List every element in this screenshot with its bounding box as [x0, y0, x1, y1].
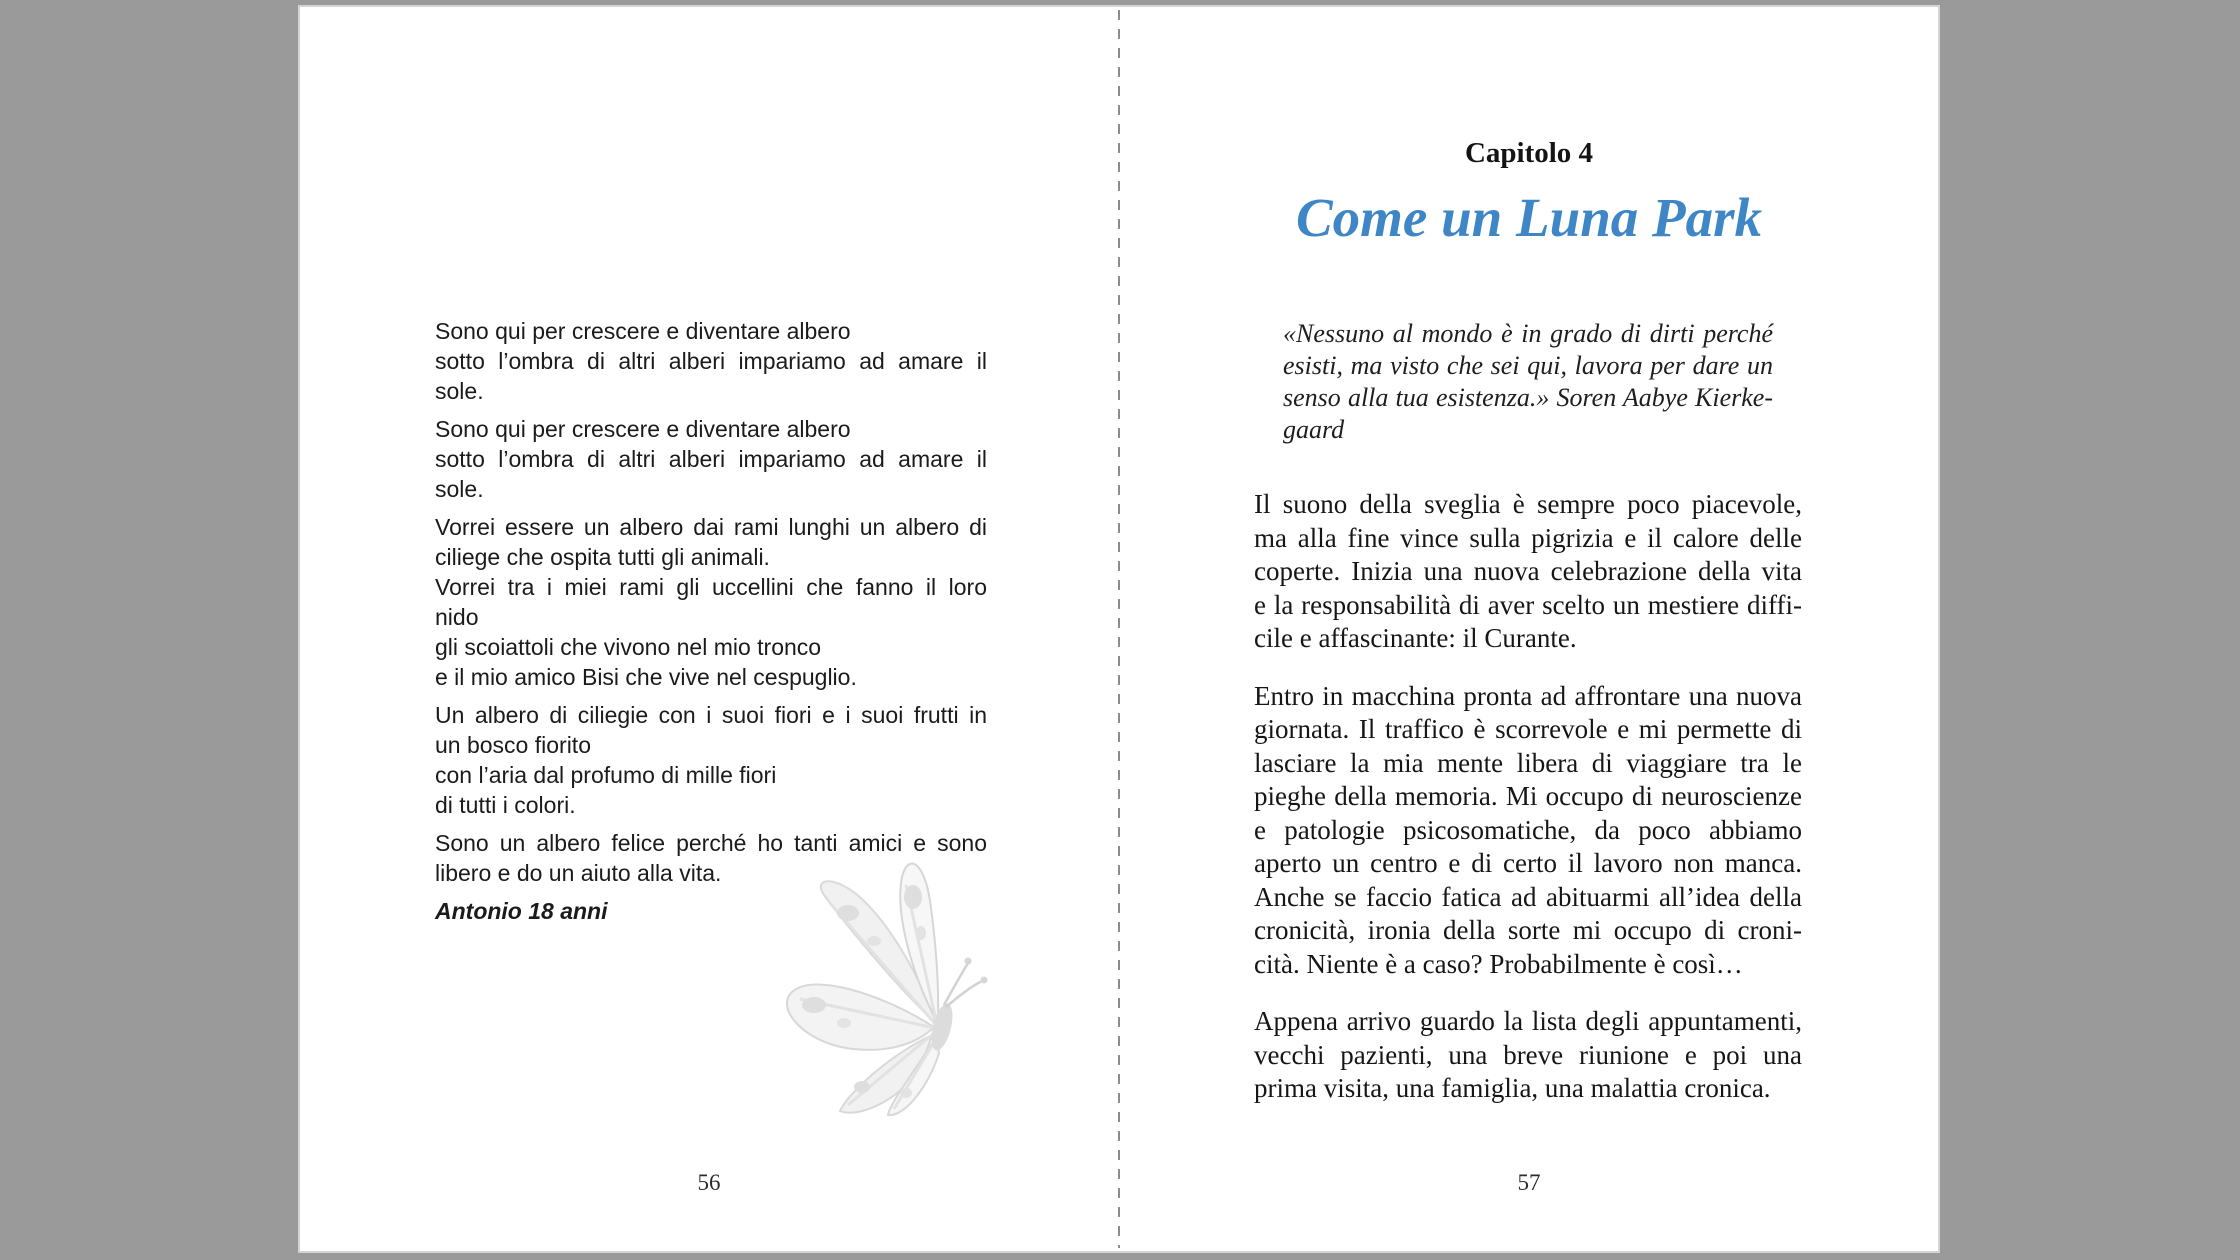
poem-text [435, 316, 987, 896]
paragraph [435, 512, 987, 692]
text-line: sotto l’ombra di altri alberi impariamo ad amare il [435, 348, 987, 374]
text-line: ma alla fine vince sulla pigrizia e il calore delle [1254, 522, 1802, 553]
text-line: Il suono della sveglia è sempre poco piacevole, [1254, 489, 1802, 519]
butterfly-icon [778, 855, 1000, 1123]
text-line: pieghe della memoria. Mi occupo di neuroscienze [1254, 781, 1802, 811]
book-spread [300, 7, 1938, 1251]
poem-attribution: Antonio 18 anni [435, 898, 608, 924]
chapter-title: Come un Luna Park [1295, 187, 1763, 248]
text-line: cronicità, ironia della sorte mi occupo di croni- [1254, 915, 1802, 945]
text-line: e la responsabilità di aver scelto un mestiere diffi- [1254, 589, 1802, 620]
text-line: sole. [435, 378, 484, 404]
chapter-epigraph-quote [1283, 318, 1773, 446]
text-line: Un albero di ciliegie con i suoi fiori e i suoi frutti in [435, 702, 987, 728]
text-line: aperto un centro e di certo il lavoro non manca. [1254, 848, 1802, 878]
page-left [300, 7, 1118, 1251]
text-line: coperte. Inizia una nuova celebrazione della vita [1254, 556, 1802, 586]
text-line: vecchi pazienti, una breve riunione e poi una [1254, 1039, 1802, 1070]
body-text [1254, 488, 1802, 1130]
text-line: Vorrei tra i miei rami gli uccellini che fanno il loro [435, 574, 987, 600]
text-line: gli scoiattoli che vivono nel mio tronco [435, 634, 822, 660]
text-line: Anche se faccio fatica ad abituarmi all’idea della [1254, 881, 1802, 912]
chapter-label: Capitolo 4 [1464, 137, 1594, 169]
page-right [1120, 7, 1938, 1251]
page-number-right: 57 [1517, 1170, 1541, 1195]
paragraph [1254, 680, 1802, 982]
text-line: Sono un albero felice perché ho tanti amici e sono [435, 830, 987, 856]
paragraph [1254, 488, 1802, 656]
text-line: e patologie psicosomatiche, da poco abbiamo [1254, 814, 1802, 845]
text-line: lasciare la mia mente libera di viaggiare tra le [1254, 747, 1802, 778]
text-line: giornata. Il traffico è scorrevole e mi permette di [1254, 714, 1802, 744]
text-line: prima visita, una famiglia, una malattia cronica. [1254, 1073, 1771, 1103]
paragraph [1254, 1005, 1802, 1106]
text-line: Sono qui per crescere e diventare albero [435, 416, 851, 442]
paragraph [435, 414, 987, 504]
text-line: sotto l’ombra di altri alberi impariamo ad amare il [435, 446, 987, 472]
text-line: ciliege che ospita tutti gli animali. [435, 544, 770, 570]
text-line: e il mio amico Bisi che vive nel cespuglio. [435, 664, 857, 690]
text-line: di tutti i colori. [435, 792, 576, 818]
text-line: gaard [1283, 415, 1345, 444]
paragraph [435, 316, 987, 406]
text-line: un bosco fiorito [435, 732, 591, 758]
text-line: cità. Niente è a caso? Probabilmente è così… [1254, 948, 1743, 979]
text-line: Sono qui per crescere e diventare albero [435, 318, 851, 344]
text-line: sole. [435, 476, 484, 502]
paragraph [435, 700, 987, 820]
page-number-left: 56 [697, 1170, 721, 1195]
text-line: Entro in macchina pronta ad affrontare una nuova [1254, 680, 1802, 711]
text-line: libero e do un aiuto alla vita. [435, 860, 722, 886]
text-line: con l’aria dal profumo di mille fiori [435, 762, 777, 788]
text-line: «Nessuno al mondo è in grado di dirti perché [1283, 319, 1773, 348]
text-line: Vorrei essere un albero dai rami lunghi un albero di [435, 514, 987, 540]
text-line: senso alla tua esistenza.» Soren Aabye Kierke- [1283, 383, 1773, 412]
text-line: esisti, ma visto che sei qui, lavora per dare un [1283, 351, 1773, 380]
text-line: nido [435, 604, 479, 630]
text-line: cile e affascinante: il Curante. [1254, 623, 1577, 653]
text-line: Appena arrivo guardo la lista degli appuntamenti, [1254, 1006, 1802, 1036]
